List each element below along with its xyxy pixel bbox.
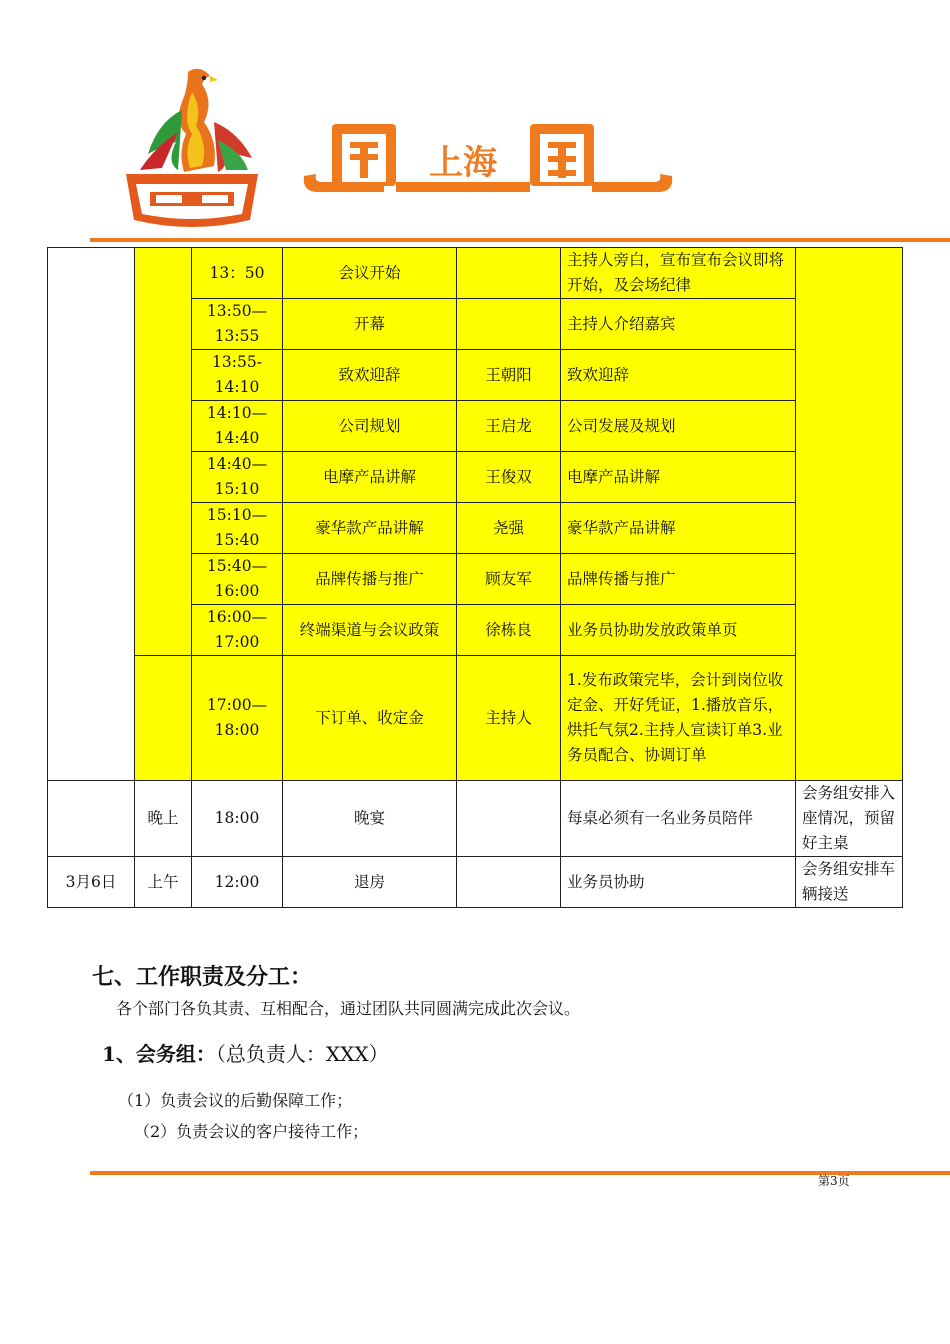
item-cell: 下订单、收定金 [283, 656, 457, 781]
phoenix-logo-icon [118, 62, 266, 232]
table-row [48, 781, 903, 857]
item-cell: 退房 [283, 857, 457, 908]
person-cell: 主持人 [457, 656, 561, 781]
item-cell: 致欢迎辞 [283, 350, 457, 401]
list-item: （2）负责会议的客户接待工作； [134, 1122, 369, 1141]
description-cell: 电摩产品讲解 [561, 452, 796, 503]
note-cell: 会务组安排入座情况，预留好主桌 [796, 781, 903, 857]
person-cell [457, 781, 561, 857]
time-cell: 14:10—14:40 [192, 401, 283, 452]
time-cell: 14:40—15:10 [192, 452, 283, 503]
person-cell [457, 248, 561, 299]
list-item: （1）负责会议的后勤保障工作； [118, 1091, 353, 1110]
brand-wordmark-icon [298, 116, 678, 200]
item-cell: 豪华款产品讲解 [283, 503, 457, 554]
person-cell: 王俊双 [457, 452, 561, 503]
table-row [48, 857, 903, 908]
description-cell: 业务员协助发放政策单页 [561, 605, 796, 656]
time-cell: 16:00—17:00 [192, 605, 283, 656]
page-number: 第3页 [818, 1174, 850, 1188]
item-cell: 公司规划 [283, 401, 457, 452]
header-divider [90, 238, 950, 242]
item-cell: 电摩产品讲解 [283, 452, 457, 503]
item-cell: 终端渠道与会议政策 [283, 605, 457, 656]
person-cell: 王启龙 [457, 401, 561, 452]
time-cell: 13:50—13:55 [192, 299, 283, 350]
time-cell: 13:55-14:10 [192, 350, 283, 401]
time-cell: 13：50 [192, 248, 283, 299]
period-cell: 上午 [135, 857, 192, 908]
item-cell: 品牌传播与推广 [283, 554, 457, 605]
item-cell: 开幕 [283, 299, 457, 350]
note-cell [796, 248, 903, 781]
agenda-table [47, 247, 903, 908]
date-cell: 3月6日 [48, 857, 135, 908]
description-cell: 致欢迎辞 [561, 350, 796, 401]
period-cell: 晚上 [135, 781, 192, 857]
person-cell: 顾友军 [457, 554, 561, 605]
description-cell: 主持人旁白，宣布宣布会议即将开始，及会场纪律 [561, 248, 796, 299]
item-cell: 会议开始 [283, 248, 457, 299]
period-cell [135, 248, 192, 656]
person-cell: 尧强 [457, 503, 561, 554]
description-cell: 1.发布政策完毕，会计到岗位收定金、开好凭证，1.播放音乐，烘托气氛2.主持人宣读订单3.业务员配合、协调订单 [561, 656, 796, 781]
subsection-1-heading [102, 1038, 389, 1067]
period-cell [135, 656, 192, 781]
time-cell: 17:00—18:00 [192, 656, 283, 781]
person-cell: 王朝阳 [457, 350, 561, 401]
item-cell: 晚宴 [283, 781, 457, 857]
description-cell: 品牌传播与推广 [561, 554, 796, 605]
time-cell: 15:40—16:00 [192, 554, 283, 605]
person-cell: 徐栋良 [457, 605, 561, 656]
description-cell: 每桌必须有一名业务员陪伴 [561, 781, 796, 857]
note-cell: 会务组安排车辆接送 [796, 857, 903, 908]
page-header [0, 0, 950, 245]
date-cell [48, 248, 135, 781]
logo-word-text: 上海 [429, 143, 497, 183]
person-cell [457, 857, 561, 908]
description-cell: 豪华款产品讲解 [561, 503, 796, 554]
section-7-intro: 各个部门各负其责、互相配合，通过团队共同圆满完成此次会议。 [116, 999, 581, 1018]
table-row [48, 248, 903, 299]
time-cell: 12:00 [192, 857, 283, 908]
description-cell: 主持人介绍嘉宾 [561, 299, 796, 350]
subsection-1-subtitle: （总负责人：XXX） [215, 1042, 389, 1066]
section-7-title: 七、工作职责及分工： [92, 964, 313, 990]
date-cell [48, 781, 135, 857]
description-cell: 业务员协助 [561, 857, 796, 908]
subsection-1-title: 1、会务组： [102, 1042, 216, 1066]
person-cell [457, 299, 561, 350]
time-cell: 18:00 [192, 781, 283, 857]
description-cell: 公司发展及规划 [561, 401, 796, 452]
table-row [48, 656, 903, 781]
time-cell: 15:10—15:40 [192, 503, 283, 554]
